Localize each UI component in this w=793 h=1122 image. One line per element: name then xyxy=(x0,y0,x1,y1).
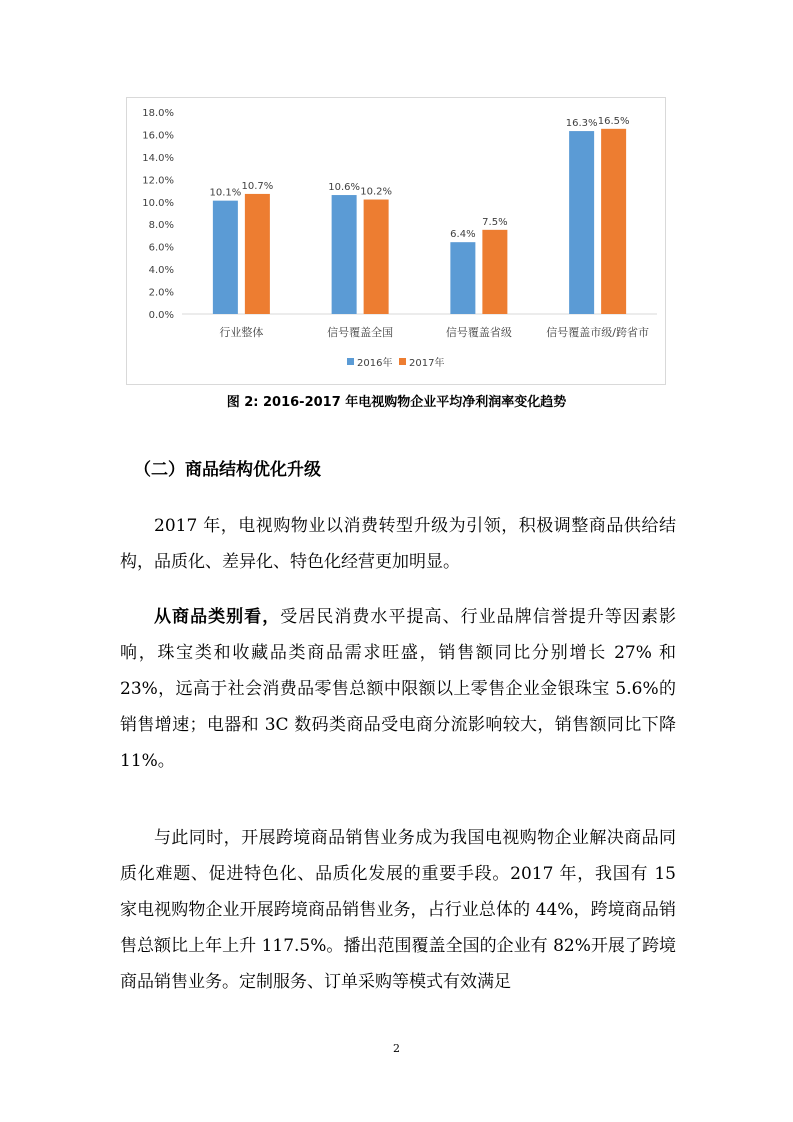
data-label: 10.7% xyxy=(241,180,274,192)
bar xyxy=(601,129,626,314)
paragraph-body: 受居民消费水平提高、行业品牌信誉提升等因素影响，珠宝类和收藏品类商品需求旺盛，销售额同比分别增长 27% 和 23%，远高于社会消费品零售总额中限额以上零售企业金银珠宝 5.6%的销售增速；电器和 3C 数码类商品受电商分流影响较大，销售额同比下降 11%。 xyxy=(120,607,676,771)
bar xyxy=(569,131,594,314)
chart-container xyxy=(126,97,666,385)
section-heading: （二）商品结构优化升级 xyxy=(134,460,321,480)
paragraph-lead: 从商品类别看， xyxy=(154,607,281,627)
paragraph: 与此同时，开展跨境商品销售业务成为我国电视购物企业解决商品同质化难题、促进特色化、品质化发展的重要手段。2017 年，我国有 15 家电视购物企业开展跨境商品销售业务，占行业总体的 44%，跨境商品销售总额比上年上升 117.5%。播出范围覆盖全国的企业有 82%开展了跨境商品销售业务。定制服务、订单采购等模式有效满足 xyxy=(120,828,676,992)
y-tick-label: 4.0% xyxy=(148,265,174,277)
legend-label: 2016年 xyxy=(357,358,393,369)
data-label: 16.3% xyxy=(565,118,598,130)
y-tick-label: 16.0% xyxy=(142,130,174,142)
y-tick-label: 14.0% xyxy=(142,152,174,164)
y-tick-label: 0.0% xyxy=(148,310,174,321)
bar xyxy=(245,194,270,314)
net-margin-bar-chart xyxy=(127,98,667,386)
y-tick-label: 6.0% xyxy=(148,242,174,254)
bar xyxy=(332,195,357,314)
data-label: 6.4% xyxy=(450,229,476,241)
bar xyxy=(364,200,389,314)
paragraph: 2017 年，电视购物业以消费转型升级为引领，积极调整商品供给结构，品质化、差异化、特色化经营更加明显。 xyxy=(120,516,676,572)
x-tick-label: 信号覆盖市级/跨省市 xyxy=(546,326,649,339)
bar xyxy=(482,230,507,314)
data-label: 10.1% xyxy=(209,187,242,199)
legend-label: 2017年 xyxy=(409,358,445,369)
bar xyxy=(213,201,238,314)
y-tick-label: 18.0% xyxy=(142,108,174,119)
y-tick-label: 8.0% xyxy=(148,220,174,232)
x-tick-label: 行业整体 xyxy=(219,326,264,339)
y-tick-label: 10.0% xyxy=(142,197,174,209)
bar xyxy=(450,242,475,314)
data-label: 10.6% xyxy=(328,182,361,194)
data-label: 10.2% xyxy=(360,186,393,198)
figure-caption: 图 2: 2016-2017 年电视购物企业平均净利润率变化趋势 xyxy=(226,395,567,410)
x-tick-label: 信号覆盖全国 xyxy=(327,326,394,339)
data-label: 16.5% xyxy=(597,115,630,127)
x-tick-label: 信号覆盖省级 xyxy=(445,326,512,339)
data-label: 7.5% xyxy=(482,216,508,228)
y-tick-label: 12.0% xyxy=(142,175,174,187)
legend-swatch xyxy=(399,358,406,365)
legend-swatch xyxy=(347,358,354,365)
page-number: 2 xyxy=(393,1042,400,1055)
paragraph xyxy=(120,599,676,779)
y-tick-label: 2.0% xyxy=(148,287,174,299)
